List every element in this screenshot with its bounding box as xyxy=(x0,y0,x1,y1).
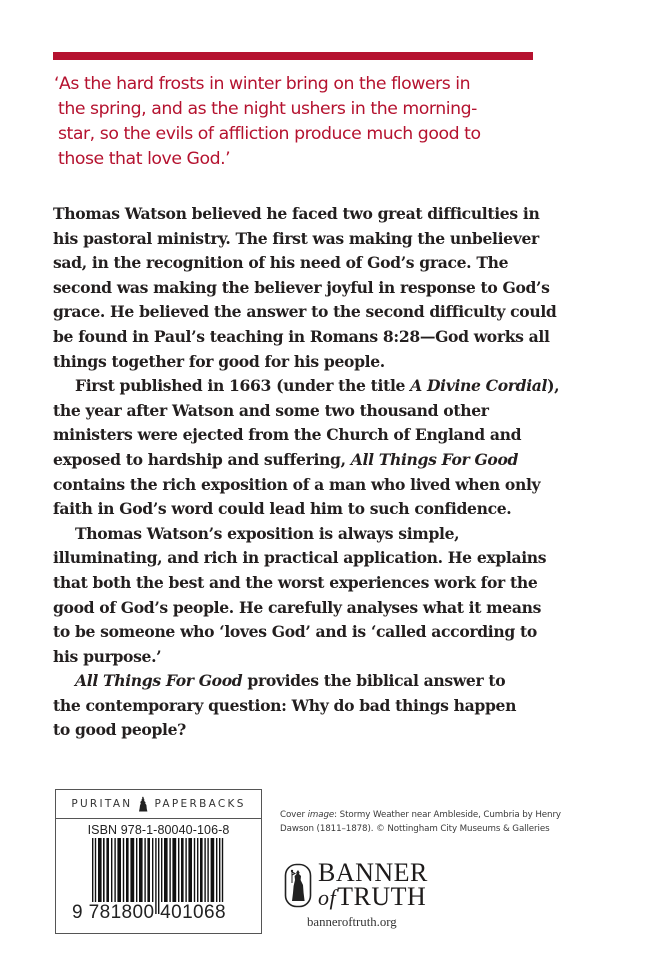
credit-line-2: Dawson (1811–1878). © Nottingham City Museums & Galleries xyxy=(280,824,550,834)
credit-line-1 xyxy=(280,808,620,822)
blurb-text: exposed to hardship and suffering, xyxy=(53,449,351,469)
blurb-line: his pastoral ministry. The first was making the unbeliever xyxy=(53,228,539,248)
barcode-digit-group-2: 401068 xyxy=(160,902,226,923)
blurb-line: contains the rich exposition of a man who lived when only xyxy=(53,474,541,494)
blurb-line: to good people? xyxy=(53,720,186,740)
wordmark-of-truth xyxy=(318,884,428,910)
blurb-line: ministers were ejected from the Church of England and xyxy=(53,425,522,445)
series-name-right: PAPERBACKS xyxy=(154,798,246,810)
accent-rule xyxy=(53,52,533,60)
blurb-line xyxy=(53,448,553,473)
blurb-line xyxy=(53,374,560,399)
wordmark-banner: BANNER xyxy=(318,858,428,887)
blurb-line: sad, in the recognition of his need of God’s grace. The xyxy=(53,253,509,273)
barcode-digits xyxy=(72,902,226,924)
barcode-box xyxy=(55,789,262,934)
blurb-line: Thomas Watson’s exposition is always simple, xyxy=(75,523,460,543)
blurb-line: second was making the believer joyful in response to God’s xyxy=(53,277,550,297)
blurb-paragraph-2 xyxy=(53,374,560,522)
blurb-line: things together for good for his people. xyxy=(53,351,385,371)
credit-text: : Stormy Weather near Ambleside, Cumbria by Henry xyxy=(334,810,561,820)
blurb-line: to be someone who ‘loves God’ and is ‘called according to xyxy=(53,622,537,642)
blurb-text: First published in 1663 (under the title xyxy=(75,376,411,396)
blurb-line: his purpose.’ xyxy=(53,646,162,666)
wordmark-of: of xyxy=(318,885,337,910)
quote-line: ‘As the hard frosts in winter bring on the flowers in xyxy=(54,74,471,94)
blurb-line: Thomas Watson believed he faced two great difficulties in xyxy=(53,204,540,223)
quote-line: those that love God.’ xyxy=(58,149,231,169)
blurb-text: provides the biblical answer to xyxy=(242,671,506,691)
banner-of-truth-emblem-icon xyxy=(284,863,312,908)
cover-image-credit xyxy=(280,808,620,836)
blurb-line: be found in Paul’s teaching in Romans 8:28—God works all xyxy=(53,326,550,346)
blurb-line: good of God’s people. He carefully analyses what it means xyxy=(53,597,542,617)
blurb-line: illuminating, and rich in practical application. He explains xyxy=(53,548,547,568)
blurb-paragraph-1 xyxy=(53,202,557,374)
puritan-figure-icon xyxy=(138,796,148,812)
publisher-wordmark xyxy=(318,860,428,910)
blurb-paragraph-4 xyxy=(53,669,553,743)
credit-label: Cover xyxy=(280,810,308,820)
pull-quote xyxy=(54,72,528,172)
quote-line: star, so the evils of affliction produce much good to xyxy=(58,124,481,144)
barcode-digit-lead: 9 xyxy=(72,902,83,923)
book-title-italic: A Divine Cordial xyxy=(410,376,548,396)
blurb-text: ), xyxy=(547,376,560,396)
blurb xyxy=(53,202,560,743)
blurb-paragraph-3 xyxy=(53,522,553,670)
blurb-line xyxy=(53,669,553,694)
series-header xyxy=(56,790,261,819)
isbn-label: ISBN 978-1-80040-106-8 xyxy=(87,823,230,837)
book-title-italic: All Things For Good xyxy=(350,449,519,469)
book-title-italic: All Things For Good xyxy=(75,671,243,691)
publisher-logo xyxy=(284,860,428,910)
credit-label-italic: image xyxy=(307,810,335,820)
blurb-line: grace. He believed the answer to the second difficulty could xyxy=(53,302,557,322)
quote-line: the spring, and as the night ushers in the morning- xyxy=(58,99,477,119)
series-name-left: PURITAN xyxy=(71,798,133,810)
blurb-line: the year after Watson and some two thousand other xyxy=(53,400,489,420)
wordmark-truth: TRUTH xyxy=(337,882,427,911)
barcode-digit-group-1: 781800 xyxy=(88,902,155,923)
publisher-url: banneroftruth.org xyxy=(307,915,397,929)
blurb-line: the contemporary question: Why do bad things happen xyxy=(53,695,517,715)
blurb-line: faith in God’s word could lead him to such confidence. xyxy=(53,499,512,519)
blurb-line: that both the best and the worst experiences work for the xyxy=(53,572,538,592)
